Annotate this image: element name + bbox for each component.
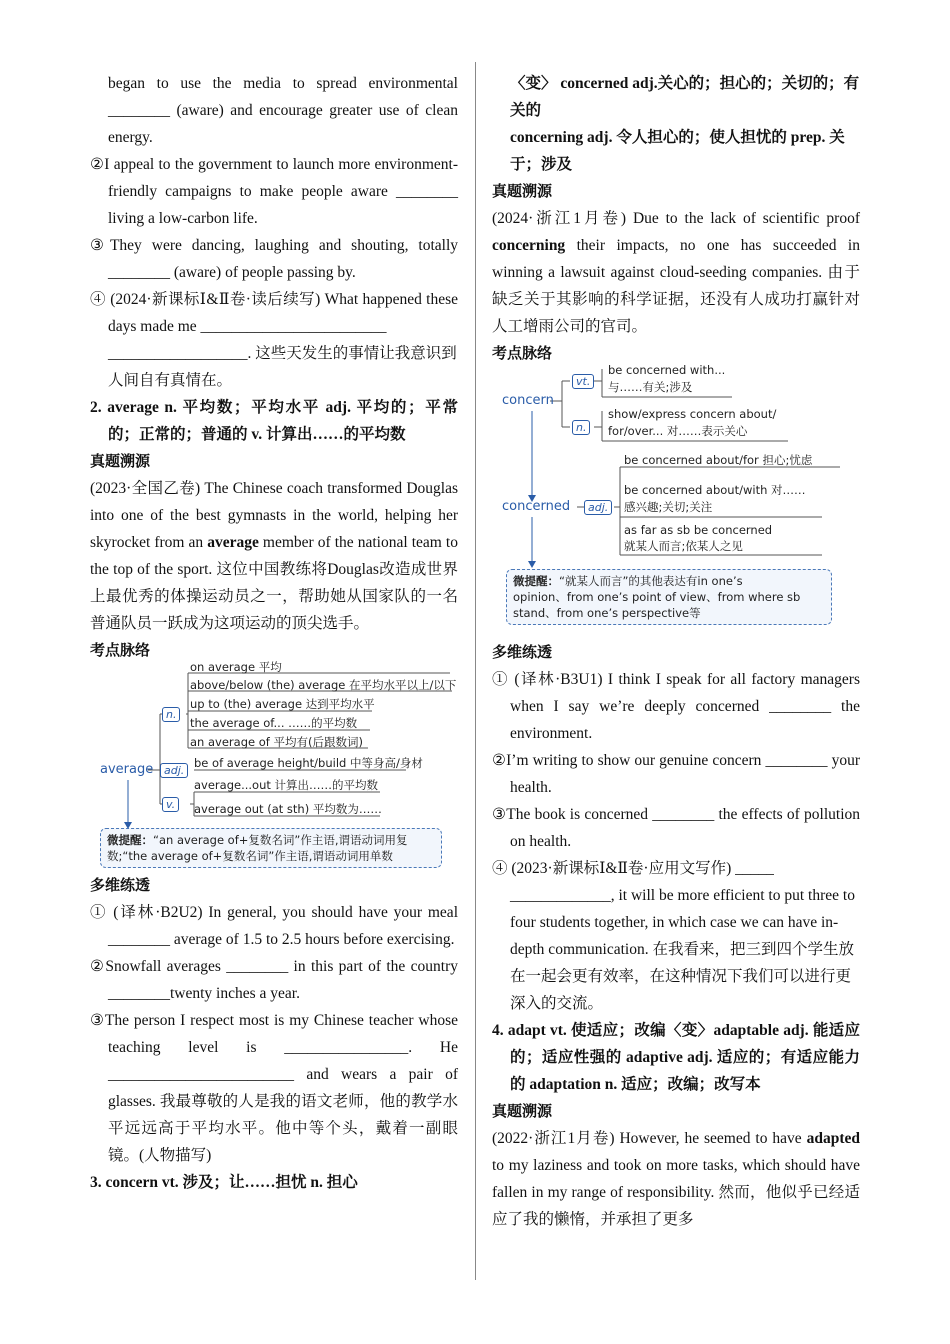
average-verb-phrase-1: average...out 计算出……的平均数: [194, 778, 379, 792]
concerned-adj-phrase-3: as far as sb be concerned: [624, 523, 773, 537]
average-verb-tag: v.: [162, 797, 179, 812]
practice-average-3: ③The person I respect most is my Chinese teacher whose teaching level is ________________. He ________________________ and wears a pair of glasses. 我最尊敬的人是我的语文老师，他的教学水平远远高于平均水平。他中等个头，戴着一副眼镜。(人物描写): [90, 1012, 458, 1164]
average-adj-phrase-1: be of average height/build 中等身高/身材: [194, 756, 423, 770]
concern-noun-tag: n.: [572, 420, 590, 435]
concern-mind-map: [492, 363, 860, 639]
source-passage-2: [492, 205, 860, 340]
source2-keyword: concerning: [492, 237, 566, 254]
practice-heading: 多维练透: [90, 876, 151, 894]
exercise-aware-3: ③They were dancing, laughing and shouting, totally ________ (aware) of people passing by.: [90, 237, 458, 281]
concern-tip-box: [506, 569, 832, 625]
concerned-adj-phrase-1: be concerned about/with 对……: [624, 483, 806, 497]
concerned-adj-phrase-0: be concerned about/for 担心;忧虑: [624, 453, 813, 467]
average-noun-phrase-3: up to (the) average 达到平均水平: [190, 697, 375, 711]
item-4-title: 4. adapt vt. 使适应；改编〈变〉adaptable adj. 能适应的；适应性强的 adaptive adj. 适应的；有适应能力的 adaptation n. 适应；改编；改写本: [492, 1022, 860, 1093]
source-keyword: average: [207, 534, 259, 551]
practice-average-1: ① (译林·B2U2) In general, you should have your meal ________ average of 1.5 to 2.5 hours before exercising.: [90, 904, 458, 948]
left-column: [90, 70, 458, 1196]
practice-concern-2: ②I’m writing to show our genuine concern ________ your health.: [492, 752, 860, 796]
concern-tip-line-2: opinion、from one’s point of view、from where sb: [513, 590, 801, 604]
concern-noun-phrase-1: show/express concern about/: [608, 407, 777, 421]
concerned-adj-tag: adj.: [584, 500, 612, 515]
source3-text-pre: (2022·浙江1月卷) However, he seemed to have: [492, 1130, 807, 1147]
source-text-post: member of the national team to the top of the sport. 这位中国教练将Douglas改造成世界上最优秀的体操运动员之一，帮助她从国家队的一名普通队员一跃成为这项运动的顶尖选手。: [90, 534, 458, 632]
source-passage-3: [492, 1125, 860, 1233]
average-mind-map: [90, 660, 458, 872]
average-noun-phrase-5: an average of 平均有(后跟数词): [190, 735, 363, 749]
source2-text-post: their impacts, no one has succeeded in winning a lawsuit against cloud-seeding companies. 由于缺乏关于其影响的科学证据，还没有人成功打赢针对人工增雨公司的官司。: [492, 237, 860, 335]
exercise-aware-2: ②I appeal to the government to launch more environment-friendly campaigns to make people aware ________ living a low-carbon life.: [90, 156, 458, 227]
source-heading-2: 真题溯源: [492, 182, 553, 200]
item-3-title: 3. concern vt. 涉及；让……担忧 n. 担心: [90, 1174, 358, 1191]
concerned-adj-phrase-4: 就某人而言;依某人之见: [624, 539, 743, 553]
practice-heading-2: 多维练透: [492, 643, 553, 661]
map-heading: 考点脉络: [90, 641, 151, 659]
average-tip-line-2: 数;“the average of+复数名词”作主语,谓语动词用单数: [107, 849, 393, 863]
average-root-label: average: [100, 762, 154, 777]
average-verb-phrase-2: average out (at sth) 平均数为……: [194, 802, 382, 816]
concern-root-label: concern: [502, 393, 554, 408]
concern-variant-2: concerning adj. 令人担心的；使人担忧的 prep. 关于；涉及: [510, 129, 845, 173]
average-noun-phrase-1: on average 平均: [190, 660, 282, 674]
right-column: [492, 70, 860, 1233]
average-tip-label: 微提醒：: [107, 833, 153, 847]
exercise-1-continuation: began to use the media to spread environmental ________ (aware) and encourage greater use of clean energy.: [108, 75, 458, 146]
average-tip-line-1: “an average of+复数名词”作主语,谓语动词用复: [153, 833, 408, 847]
average-noun-phrase-2: above/below (the) average 在平均水平以上/以下: [190, 678, 457, 692]
concern-variant-1: 〈变〉 concerned adj.关心的；担心的；关切的；有关的: [510, 75, 860, 119]
source-text-pre: (2023·全国乙卷) The Chinese coach transformed Douglas into one of the best gymnasts in the world, helping her skyrocket from an: [90, 480, 458, 551]
source-passage: [90, 475, 458, 637]
concern-tip-line-1: “就某人而言”的其他表达有in one’s: [559, 574, 743, 588]
column-divider: [475, 62, 476, 1280]
source3-keyword: adapted: [806, 1130, 860, 1147]
practice-concern-3: ③The book is concerned ________ the effects of pollution on health.: [492, 806, 860, 850]
average-noun-tag: n.: [162, 707, 180, 722]
source3-text-post: to my laziness and took on more tasks, which should have fallen in my range of responsibility. 然而，他似乎已经适应了我的懒惰，并承担了更多: [492, 1157, 860, 1228]
concern-vt-tag: vt.: [572, 374, 594, 389]
concern-vt-phrase-1: be concerned with...: [608, 363, 726, 377]
map-heading-2: 考点脉络: [492, 344, 553, 362]
concern-vt-phrase-2: 与……有关;涉及: [608, 380, 693, 394]
concern-noun-phrase-2: for/over... 对……表示关心: [608, 424, 748, 438]
exercise-aware-4a: ④ (2024·新课标Ⅰ&Ⅱ卷·读后续写) What happened these days made me ________________________: [90, 291, 458, 335]
concerned-adj-phrase-2: 感兴趣;关切;关注: [624, 500, 713, 514]
source-heading-3: 真题溯源: [492, 1102, 553, 1120]
average-noun-phrase-4: the average of... ……的平均数: [190, 716, 358, 730]
concerned-root-label: concerned: [502, 499, 571, 514]
practice-concern-4a: ④ (2023·新课标Ⅰ&Ⅱ卷·应用文写作) _____: [492, 860, 774, 877]
exercise-aware-4b: __________________. 这些天发生的事情让我意识到人间自有真情在。: [108, 345, 457, 389]
source-heading: 真题溯源: [90, 452, 151, 470]
concern-tip-label: 微提醒：: [513, 574, 559, 588]
average-adj-tag: adj.: [160, 763, 188, 778]
item-2-title: 2. average n. 平均数；平均水平 adj. 平均的；平常的；正常的；普通的 v. 计算出……的平均数: [90, 399, 458, 443]
practice-average-2: ②Snowfall averages ________ in this part of the country ________twenty inches a year.: [90, 958, 458, 1002]
source2-text-pre: (2024·浙江1月卷) Due to the lack of scientific proof: [492, 210, 860, 227]
average-tip-box: [100, 828, 442, 868]
practice-concern-1: ① (译林·B3U1) I think I speak for all factory managers when I say we’re deeply concerned ________ the environment.: [492, 671, 860, 742]
practice-concern-4b: _____________, it will be more efficient to put three to four students together, in which case we can have in-depth communication. 在我看来，把三到四个学生放在一起会更有效率，在这种情况下我们可以进行更深入的交流。: [510, 887, 855, 1012]
concern-tip-line-3: stand、from one’s perspective等: [513, 606, 701, 620]
